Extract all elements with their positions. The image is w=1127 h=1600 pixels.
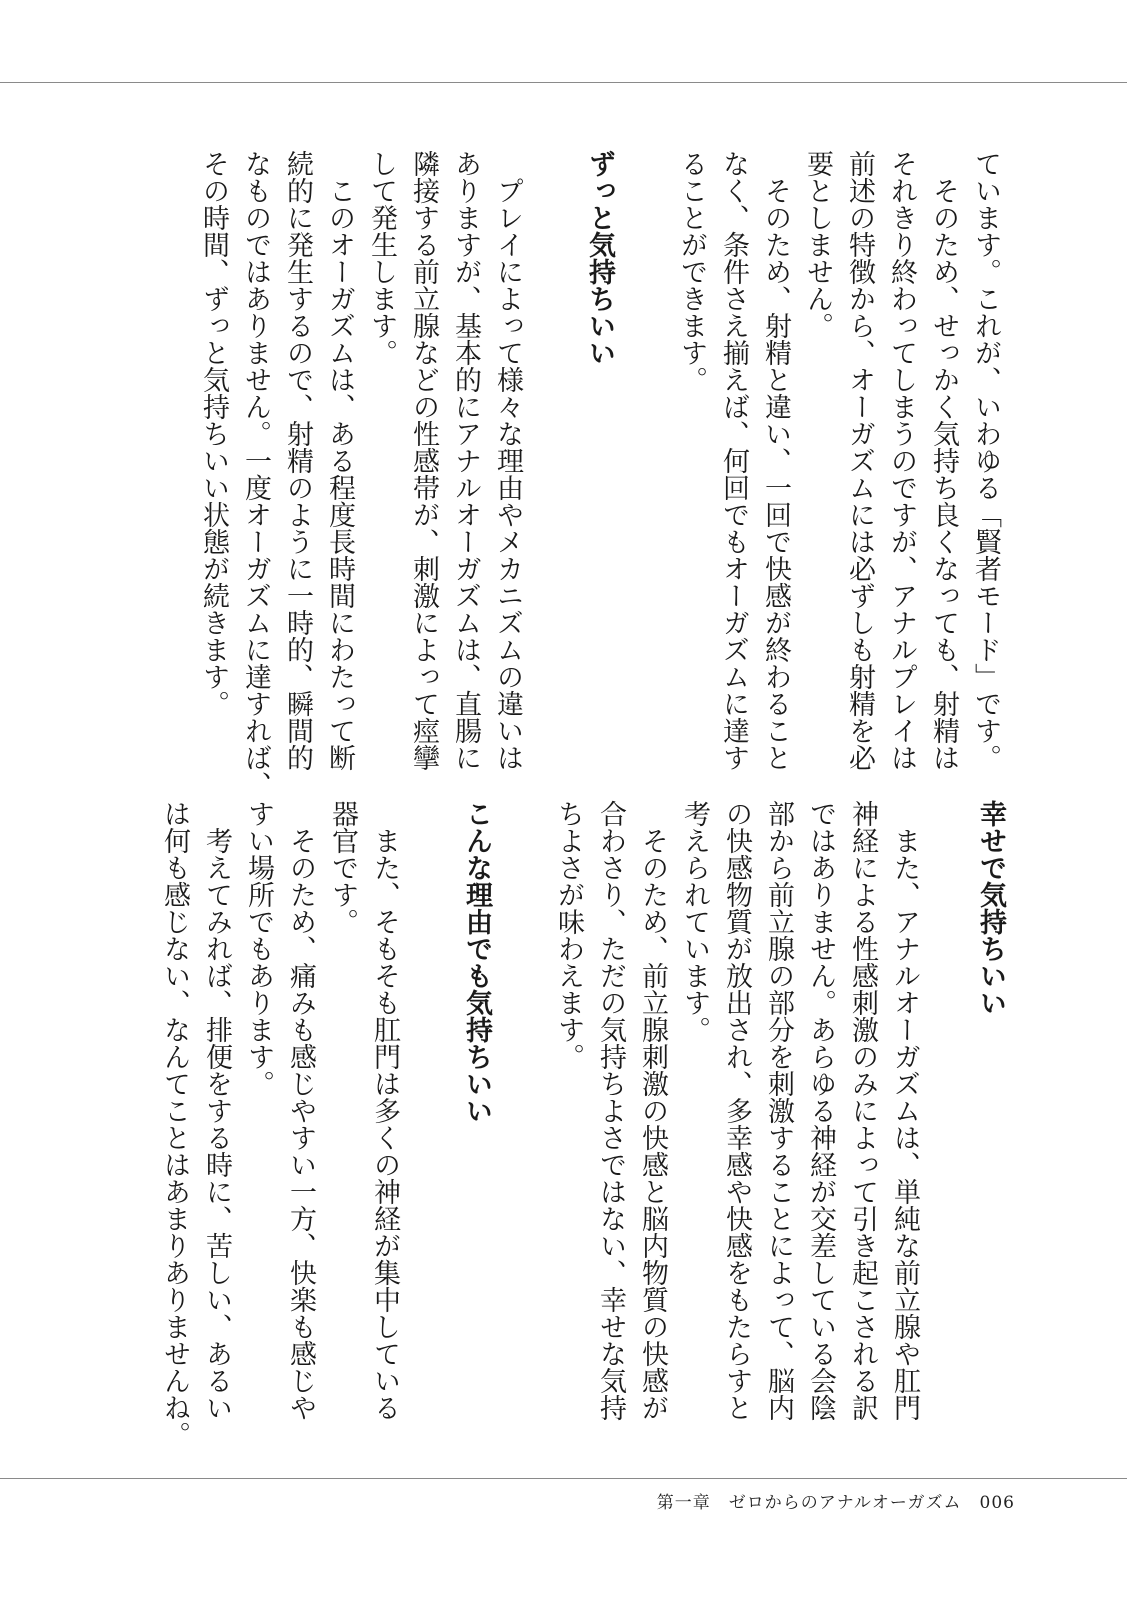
running-footer	[639, 1488, 1015, 1513]
chapter-title: 第一章 ゼロからのアナルオーガズム	[656, 1493, 962, 1513]
text-line: また、アナルオーガズムは、単純な前立腺や肛門	[889, 827, 920, 1421]
section-heading: ずっと気持ちいい	[584, 150, 615, 366]
text-line: そのため、せっかく気持ち良くなっても、射精は	[928, 177, 959, 771]
section-heading: 幸せで気持ちいい	[975, 800, 1006, 1016]
text-line: 前述の特徴から、オーガズムには必ずしも射精を必	[844, 150, 875, 771]
text-line: ありますが、基本的にアナルオーガズムは、直腸に	[450, 150, 481, 771]
text-line: また、そもそも肛門は多くの神経が集中している	[369, 827, 400, 1421]
text-line: して発生します。	[366, 150, 397, 366]
text-line: 器官です。	[327, 800, 358, 935]
text-line: は何も感じない、なんてことはあまりありませんね。	[159, 800, 190, 1448]
text-line: 考えられています。	[679, 800, 710, 1043]
section-heading: こんな理由でも気持ちいい	[461, 800, 492, 1124]
header-rule	[0, 82, 1127, 83]
text-line: ています。これが、いわゆる「賢者モード」です。	[970, 150, 1001, 771]
page-number: 006	[979, 1493, 1015, 1513]
text-block-top	[192, 150, 1006, 798]
text-line: 神経による性感刺激のみによって引き起こされる訳	[847, 800, 878, 1421]
text-line: プレイによって様々な理由やメカニズムの違いは	[492, 177, 523, 771]
footer-rule	[0, 1478, 1127, 1479]
text-line: その時間、ずっと気持ちいい状態が続きます。	[198, 150, 229, 717]
text-line: このオーガズムは、ある程度長時間にわたって断	[324, 177, 355, 771]
text-line: ではありません。あらゆる神経が交差している会陰	[805, 800, 836, 1421]
text-line: 部から前立腺の部分を刺激することによって、脳内	[763, 800, 794, 1421]
text-line: そのため、射精と違い、一回で快感が終わること	[760, 177, 791, 771]
text-line: なく、条件さえ揃えば、何回でもオーガズムに達す	[718, 150, 749, 771]
text-line: ることができます。	[676, 150, 707, 393]
text-line: なものではありません。一度オーガズムに達すれば、	[240, 150, 271, 798]
text-line: 続的に発生するので、射精のように一時的、瞬間的	[282, 150, 313, 771]
text-block-bottom	[153, 800, 1011, 1450]
text-line: 要としません。	[802, 150, 833, 339]
text-line: それきり終わってしまうのですが、アナルプレイは	[886, 150, 917, 771]
text-line: ちよさが味わえます。	[553, 800, 584, 1070]
text-line: すい場所でもあります。	[243, 800, 274, 1097]
text-line: そのため、前立腺刺激の快感と脳内物質の快感が	[637, 827, 668, 1421]
text-line: 考えてみれば、排便をする時に、苦しい、あるい	[201, 827, 232, 1421]
text-line: 合わさり、ただの気持ちよさではない、幸せな気持	[595, 800, 626, 1421]
text-line: そのため、痛みも感じやすい一方、快楽も感じや	[285, 827, 316, 1421]
text-line: の快感物質が放出され、多幸感や快感をもたらすと	[721, 800, 752, 1421]
text-line: 隣接する前立腺などの性感帯が、刺激によって痙攣	[408, 150, 439, 771]
